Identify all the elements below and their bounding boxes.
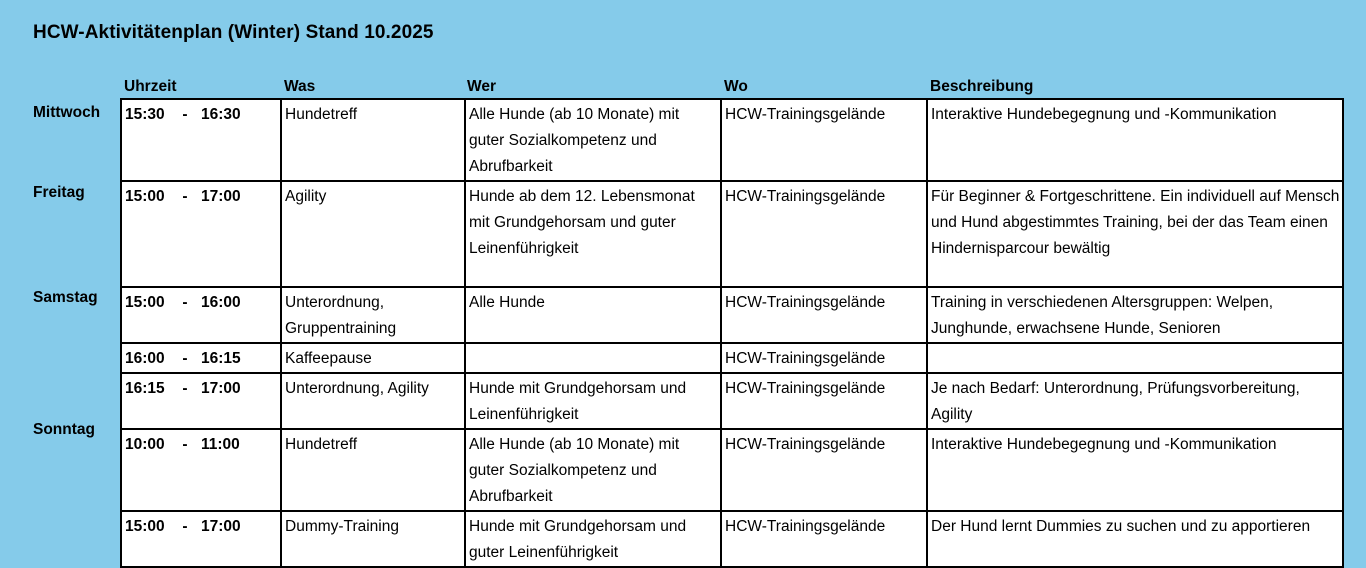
where-cell: HCW-Trainingsgelände [721, 373, 927, 429]
time-separator: - [182, 106, 188, 123]
header-description: Beschreibung [930, 78, 1034, 95]
who-cell: Hunde mit Grundgehorsam und guter Leinenführigkeit [465, 511, 721, 567]
who-cell: Hunde ab dem 12. Lebensmonat mit Grundgehorsam und guter Leinenführigkeit [465, 181, 721, 287]
table-row [121, 511, 1343, 567]
table-row [121, 343, 1343, 373]
time-cell [121, 287, 281, 343]
end-time: 17:00 [201, 518, 241, 535]
day-label-sunday: Sonntag [33, 421, 95, 438]
header-time: Uhrzeit [124, 78, 177, 95]
description-cell [927, 343, 1343, 373]
start-time: 15:30 [125, 106, 165, 123]
start-time: 16:00 [125, 350, 165, 367]
time-separator: - [182, 380, 188, 397]
header-who: Wer [467, 78, 497, 95]
who-cell: Hunde mit Grundgehorsam und Leinenführigkeit [465, 373, 721, 429]
where-cell: HCW-Trainingsgelände [721, 343, 927, 373]
start-time: 16:15 [125, 380, 165, 397]
table-row [121, 99, 1343, 181]
who-cell [465, 343, 721, 373]
time-separator: - [182, 294, 188, 311]
table-row [121, 373, 1343, 429]
time-cell [121, 99, 281, 181]
what-cell: Hundetreff [281, 99, 465, 181]
end-time: 16:15 [201, 350, 241, 367]
schedule-table [120, 98, 1344, 568]
where-cell: HCW-Trainingsgelände [721, 181, 927, 287]
what-cell: Hundetreff [281, 429, 465, 511]
who-cell: Alle Hunde [465, 287, 721, 343]
time-cell [121, 343, 281, 373]
time-cell [121, 511, 281, 567]
end-time: 16:00 [201, 294, 241, 311]
time-cell [121, 429, 281, 511]
day-label-friday: Freitag [33, 184, 85, 201]
description-cell: Interaktive Hundebegegnung und -Kommunikation [927, 99, 1343, 181]
end-time: 16:30 [201, 106, 241, 123]
start-time: 15:00 [125, 294, 165, 311]
who-cell: Alle Hunde (ab 10 Monate) mit guter Sozialkompetenz und Abrufbarkeit [465, 99, 721, 181]
page-title: HCW-Aktivitätenplan (Winter) Stand 10.2025 [33, 22, 434, 43]
header-where: Wo [724, 78, 748, 95]
what-cell: Unterordnung, Agility [281, 373, 465, 429]
where-cell: HCW-Trainingsgelände [721, 429, 927, 511]
time-separator: - [182, 518, 188, 535]
start-time: 10:00 [125, 436, 165, 453]
table-row [121, 429, 1343, 511]
day-label-wednesday: Mittwoch [33, 104, 101, 121]
where-cell: HCW-Trainingsgelände [721, 511, 927, 567]
end-time: 17:00 [201, 380, 241, 397]
what-cell: Kaffeepause [281, 343, 465, 373]
time-cell [121, 373, 281, 429]
where-cell: HCW-Trainingsgelände [721, 99, 927, 181]
header-what: Was [284, 78, 316, 95]
day-label-saturday: Samstag [33, 289, 98, 306]
description-cell: Der Hund lernt Dummies zu suchen und zu apportieren [927, 511, 1343, 567]
end-time: 17:00 [201, 188, 241, 205]
what-cell: Unterordnung, Gruppentraining [281, 287, 465, 343]
time-cell [121, 181, 281, 287]
description-cell: Je nach Bedarf: Unterordnung, Prüfungsvorbereitung, Agility [927, 373, 1343, 429]
table-row [121, 181, 1343, 287]
table-row [121, 287, 1343, 343]
who-cell: Alle Hunde (ab 10 Monate) mit guter Sozialkompetenz und Abrufbarkeit [465, 429, 721, 511]
time-separator: - [182, 436, 188, 453]
where-cell: HCW-Trainingsgelände [721, 287, 927, 343]
description-cell: Für Beginner & Fortgeschrittene. Ein individuell auf Mensch und Hund abgestimmtes Training, bei der das Team einen Hindernisparcour bewältig [927, 181, 1343, 287]
description-cell: Interaktive Hundebegegnung und -Kommunikation [927, 429, 1343, 511]
start-time: 15:00 [125, 518, 165, 535]
what-cell: Agility [281, 181, 465, 287]
what-cell: Dummy-Training [281, 511, 465, 567]
end-time: 11:00 [201, 436, 240, 453]
start-time: 15:00 [125, 188, 165, 205]
time-separator: - [182, 188, 188, 205]
time-separator: - [182, 350, 188, 367]
description-cell: Training in verschiedenen Altersgruppen: Welpen, Junghunde, erwachsene Hunde, Senioren [927, 287, 1343, 343]
